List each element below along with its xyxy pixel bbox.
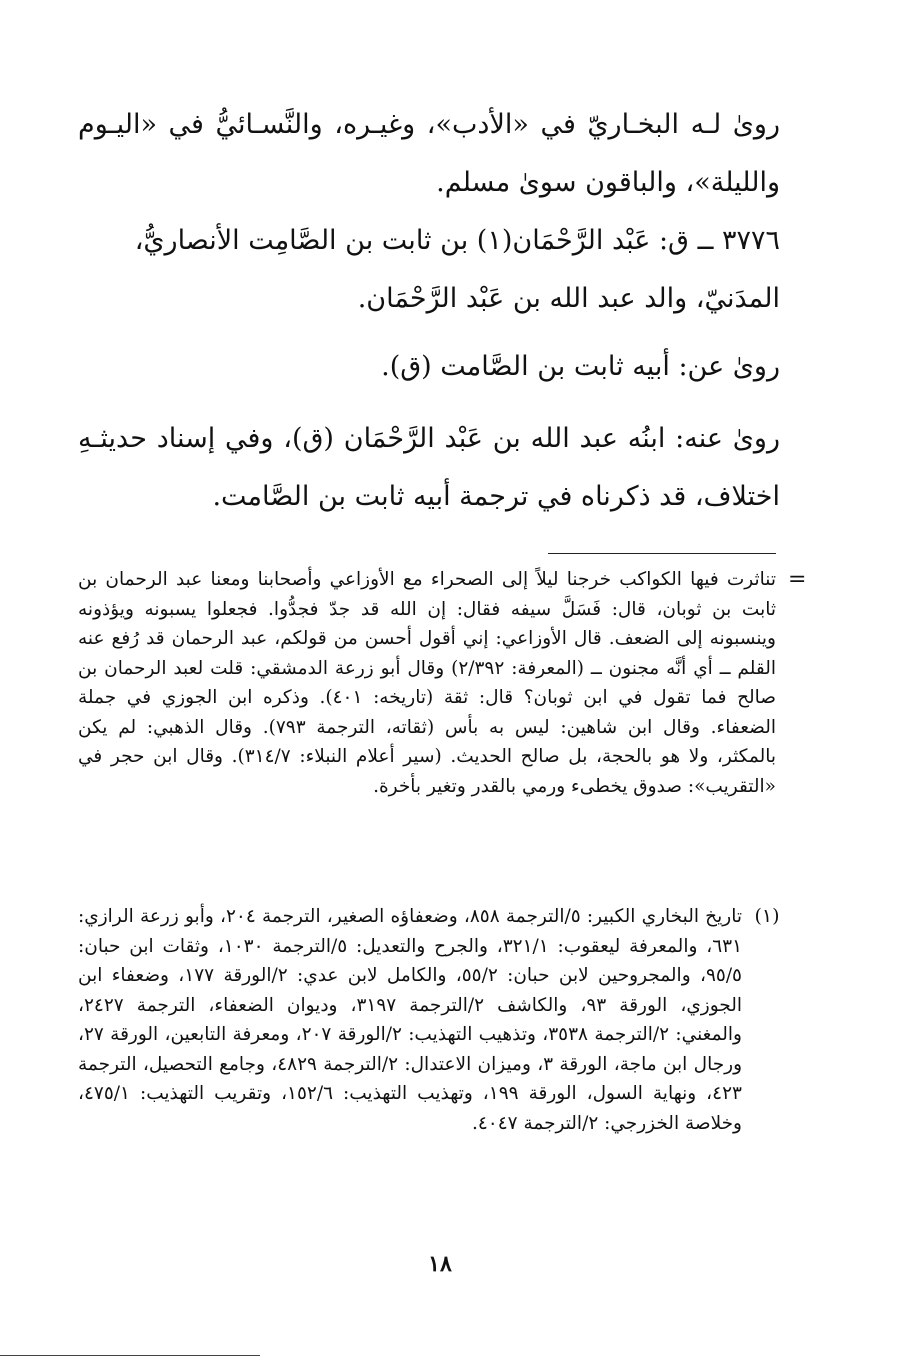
previous-entry-narrators: روىٰ لـه البخـاريّ في «الأدب»، وغيـره، والنَّسـائيُّ في «اليـوم والليلة»، والباقون سوىٰ مسلم. [78,109,780,198]
footnote-1-text: تاريخ البخاري الكبير: ٥/الترجمة ٨٥٨، وضعفاؤه الصغير، الترجمة ٢٠٤، وأبو زرعة الرازي: ٦٣١، والمعرفة ليعقوب: ٣٢١/١، والجرح والتعديل: ٥/الترجمة ١٠٣٠، وثقات ابن حبان: ٩٥/٥، والمجروحين لابن حبان: ٥٥/٢، والكامل لابن عدي: ٢/الورقة ١٧٧، وضعفاء ابن الجوزي، الورقة ٩٣، والكاشف ٢/الترجمة ٣١٩٧، وديوان الضعفاء، الترجمة ٢٤٢٧، والمغني: ٢/الترجمة ٣٥٣٨، وتذهيب التهذيب: ٢/الورقة ٢٠٧، ومعرفة التابعين، الورقة ٢٧، ورجال ابن ماجة، الورقة ٣، وميزان الاعتدال: ٢/الترجمة ٤٨٢٩، وجامع التحصيل، الترجمة ٤٢٣، ونهاية السول، الورقة ١٩٩، وتهذيب التهذيب: ١٥٢/٦، وتقريب التهذيب: ٤٧٥/١، وخلاصة الخزرجي: ٢/الترجمة ٤٠٤٧. [78,906,743,1134]
entry-heading-line: ٣٧٧٦ ــ ق: عَبْد الرَّحْمَان(١) بن ثابت بن الصَّامِت الأنصاريُّ، [134,225,780,256]
biography-entry-3776 [78,212,780,328]
footnote-separator-rule [548,553,776,554]
footnote-continued-text: تناثرت فيها الكواكب خرجنا ليلاً إلى الصحراء مع الأوزاعي وأصحابنا ومعنا عبد الرحمان بن ثابت بن ثوبان، قال: فَسَلَّ سيفه فقال: إن الله قد جدّ فجدُّوا. فجعلوا يسبونه ويؤذونه وينسبونه إلى الضعف. قال الأوزاعي: إني أقول أحسن من قولكم، عبد الرحمان قد رُفع عنه القلم ــ أي أنَّه مجنون ــ (المعرفة: ٢/٣٩٢) وقال أبو زرعة الدمشقي: قلت لعبد الرحمان بن صالح فما تقول في ابن ثوبان؟ قال: ثقة (تاريخه: ٤٠١). وذكره ابن الجوزي في جملة الضعفاء. وقال ابن شاهين: ليس به بأس (ثقاته، الترجمة ٧٩٣). وقال الذهبي: لم يكن بالمكثر، ولا هو بالحجة، بل صالح الحديث. (سير أعلام النبلاء: ٣١٤/٧). وقال ابن حجر في «التقريب»: صدوق يخطىء ورمي بالقدر وتغير بأخرة. [78,569,777,797]
page-number: ١٨ [428,1251,452,1277]
narrated-from-text: روىٰ عن: أبيه ثابت بن الصَّامت (ق). [381,351,780,382]
main-body-text [78,96,780,212]
narrated-by-text: روىٰ عنه: ابنُه عبد الله بن عَبْد الرَّحْمَان (ق)، وفي إسناد حديثـهِ اختلاف، قد ذكرناه في ترجمة أبيه ثابت بن الصَّامت. [78,423,780,512]
scan-edge-line [0,1355,260,1356]
entry-heading-line-2: المدَنيّ، والد عبد الله بن عَبْد الرَّحْمَان. [357,283,780,314]
narrated-by-section [78,410,780,526]
footnote-1-number: (١) [754,905,780,927]
footnote-continuation-marker: = [788,567,807,592]
narrated-from-section [78,338,780,396]
